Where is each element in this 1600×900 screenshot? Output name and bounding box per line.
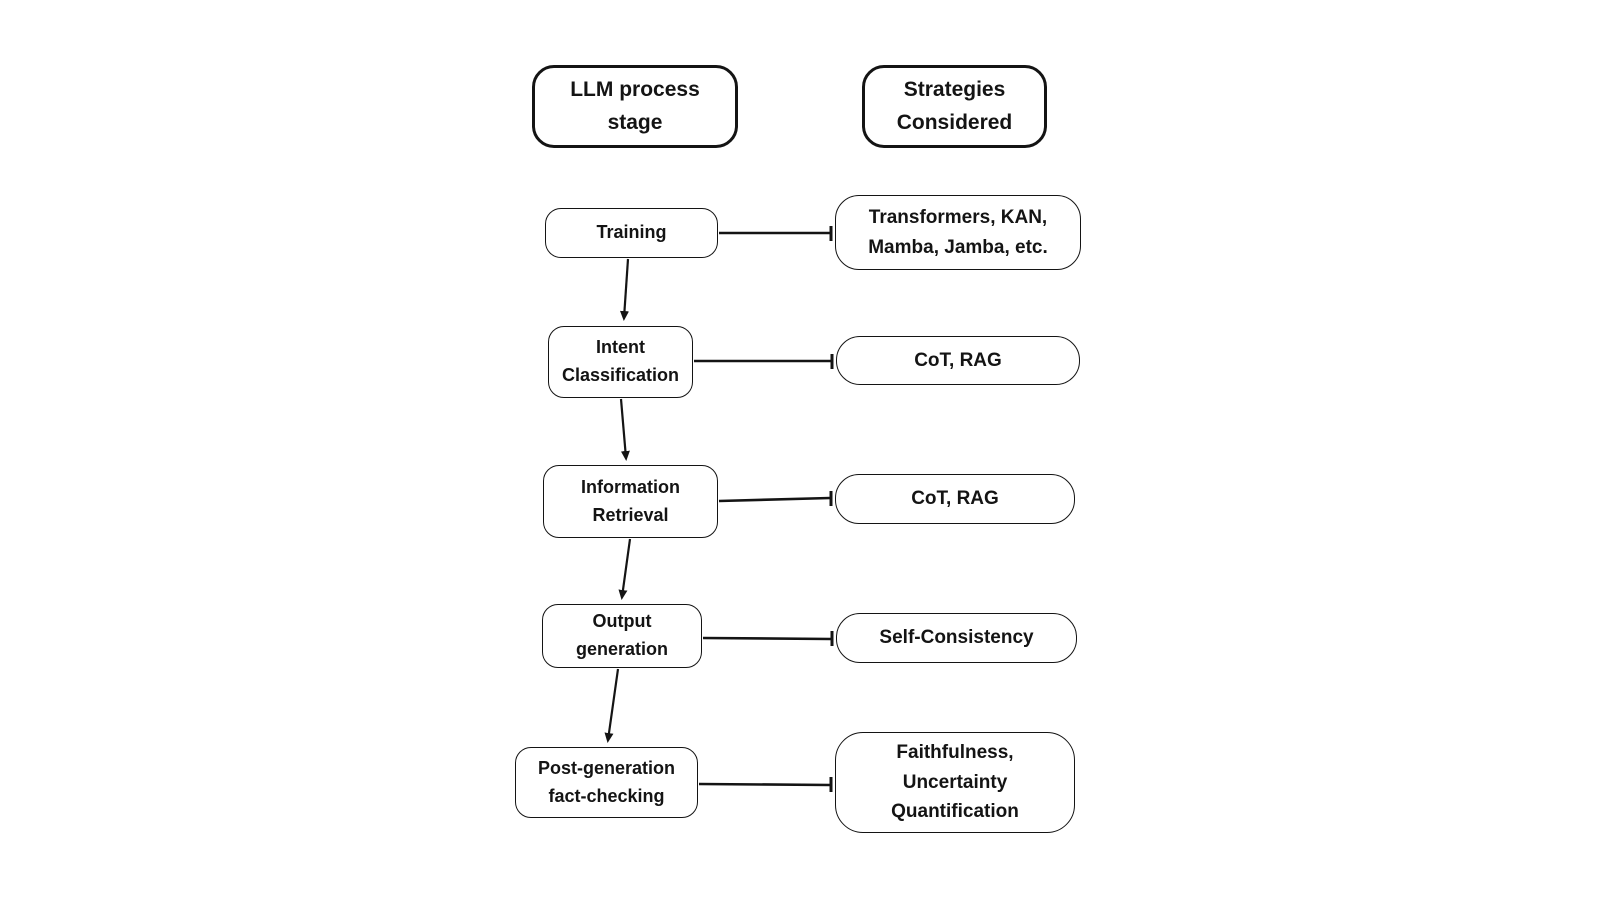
arrow-intent-to-information (621, 399, 626, 458)
strategy-box-faithfulness-uq (835, 732, 1075, 833)
strategy-label-cot-rag-2: CoT, RAG (911, 488, 999, 510)
header-strategies-considered-label: Strategies Considered (896, 77, 1013, 134)
arrow-information-to-output (622, 539, 630, 597)
stage-box-intent-classification (548, 326, 693, 398)
stage-box-postgen-fact-checking (515, 747, 698, 818)
arrow-output-to-postgen (608, 669, 618, 740)
stage-label-training: Training (596, 222, 667, 243)
stage-label-output-generation: Output generation (575, 611, 668, 659)
header-llm-process-stage (532, 65, 738, 148)
stage-box-training (545, 208, 718, 258)
stage-box-output-generation (542, 604, 702, 668)
stage-label-postgen-fact-checking: Post-generation fact-checking (537, 757, 675, 806)
strategy-label-cot-rag-1: CoT, RAG (914, 349, 1002, 371)
stage-label-intent-classification: Intent Classification (561, 337, 680, 385)
strategy-label-architectures: Transformers, KAN, Mamba, Jamba, etc. (868, 207, 1048, 258)
strategy-box-self-consistency (836, 613, 1077, 663)
strategy-label-self-consistency: Self-Consistency (879, 627, 1034, 649)
strategy-box-cot-rag-2 (835, 474, 1075, 524)
connector-information-strategy (719, 498, 830, 501)
stage-box-information-retrieval (543, 465, 718, 538)
connector-output-strategy (703, 638, 831, 639)
header-strategies-considered (862, 65, 1047, 148)
strategy-label-faithfulness-uq: Faithfulness, Uncertainty Quantification (891, 742, 1019, 823)
arrow-training-to-intent (624, 259, 628, 318)
connector-postgen-strategy (699, 784, 830, 785)
strategy-box-architectures (835, 195, 1081, 270)
header-llm-process-stage-label: LLM process stage (570, 77, 700, 134)
stage-label-information-retrieval: Information Retrieval (581, 476, 680, 525)
strategy-box-cot-rag-1 (836, 336, 1080, 385)
